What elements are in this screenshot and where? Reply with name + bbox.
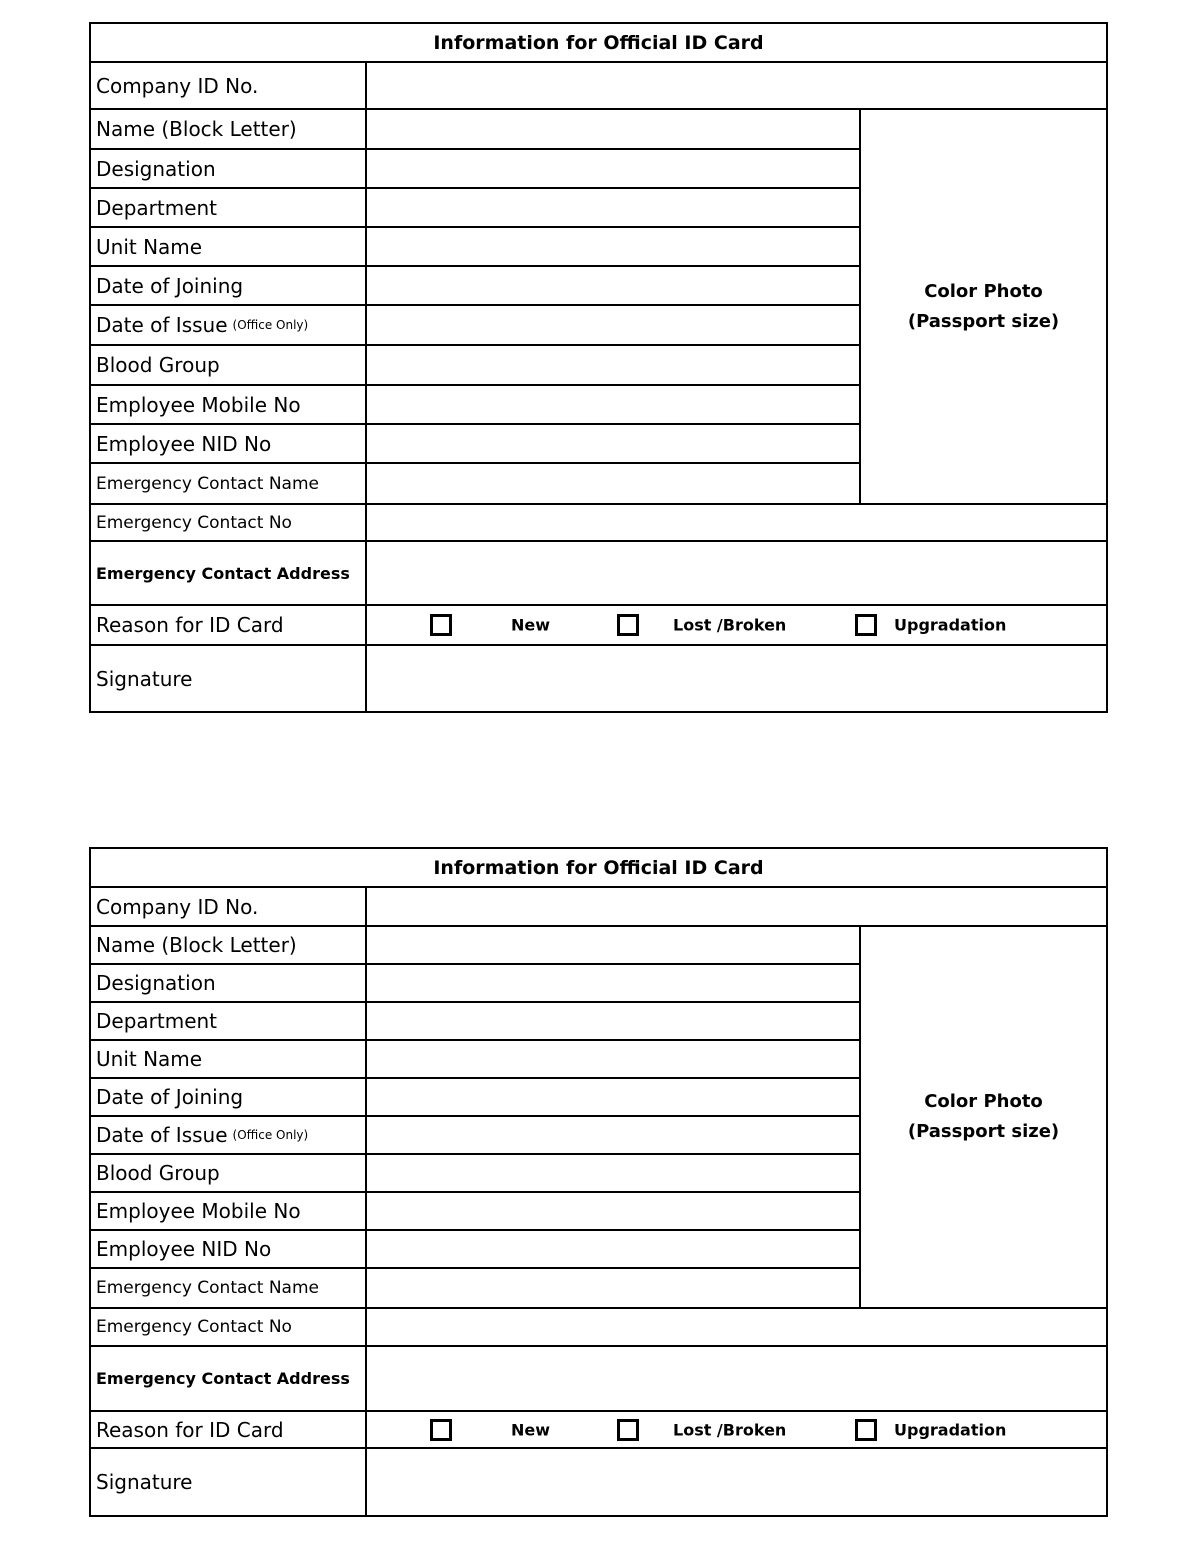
mobile-row [91,386,859,425]
lost-broken-option-label: Lost /Broken [673,615,787,635]
unit-name-row [91,1041,859,1079]
id-card-form [89,22,1108,713]
unit-name-label: Unit Name [91,228,367,265]
date-of-issue-row [91,1117,859,1155]
date-of-issue-field[interactable] [367,306,859,344]
blood-group-row [91,1155,859,1193]
emergency-no-field[interactable] [367,1309,1106,1345]
reason-label: Reason for ID Card [91,606,367,644]
designation-row [91,965,859,1003]
company-id-field[interactable] [367,888,1106,925]
emergency-no-field[interactable] [367,505,1106,540]
date-of-issue-row [91,306,859,346]
department-field[interactable] [367,189,859,226]
date-of-joining-row [91,1079,859,1117]
date-of-issue-label [91,306,367,344]
photo-box[interactable] [861,110,1106,503]
name-field[interactable] [367,927,859,963]
designation-field[interactable] [367,150,859,187]
department-row [91,189,859,228]
date-of-joining-field[interactable] [367,1079,859,1115]
office-only-note: (Office Only) [232,318,309,332]
lost-broken-checkbox[interactable] [617,1419,639,1441]
emergency-address-field[interactable] [367,542,1106,604]
designation-label: Designation [91,965,367,1001]
reason-row [91,1412,1106,1449]
upgradation-checkbox[interactable] [855,1419,877,1441]
blood-group-row [91,346,859,386]
date-of-issue-field[interactable] [367,1117,859,1153]
new-option-label: New [511,1420,551,1439]
company-id-row [91,888,1106,927]
company-id-label: Company ID No. [91,63,367,108]
date-of-joining-row [91,267,859,306]
blood-group-label: Blood Group [91,1155,367,1191]
upgradation-option-label: Upgradation [894,1420,1007,1439]
mobile-field[interactable] [367,386,859,423]
emergency-address-label: Emergency Contact Address [91,1347,367,1410]
upgradation-checkbox[interactable] [855,614,877,636]
mobile-label: Employee Mobile No [91,386,367,423]
nid-row [91,1231,859,1269]
personal-info-block [91,927,1106,1309]
date-of-joining-label: Date of Joining [91,1079,367,1115]
mobile-row [91,1193,859,1231]
personal-info-fields [91,927,861,1307]
emergency-address-field[interactable] [367,1347,1106,1410]
nid-field[interactable] [367,1231,859,1267]
mobile-label: Employee Mobile No [91,1193,367,1229]
department-label: Department [91,189,367,226]
photo-label-line2: (Passport size) [907,310,1060,332]
reason-options [367,606,1106,644]
signature-row [91,646,1106,711]
unit-name-label: Unit Name [91,1041,367,1077]
form-title: Information for Official ID Card [91,849,1106,888]
designation-row [91,150,859,189]
blood-group-field[interactable] [367,1155,859,1191]
mobile-field[interactable] [367,1193,859,1229]
unit-name-field[interactable] [367,228,859,265]
nid-label: Employee NID No [91,1231,367,1267]
id-card-form [89,847,1108,1517]
signature-label: Signature [91,646,367,711]
nid-row [91,425,859,464]
emergency-name-label: Emergency Contact Name [91,464,367,503]
signature-row [91,1449,1106,1515]
emergency-address-row [91,1347,1106,1412]
department-field[interactable] [367,1003,859,1039]
name-label: Name (Block Letter) [91,110,367,148]
nid-field[interactable] [367,425,859,462]
blood-group-field[interactable] [367,346,859,384]
date-of-joining-label: Date of Joining [91,267,367,304]
photo-label-line1: Color Photo [924,280,1043,302]
nid-label: Employee NID No [91,425,367,462]
designation-label: Designation [91,150,367,187]
photo-box[interactable] [861,927,1106,1307]
new-option-label: New [511,615,551,635]
emergency-no-label: Emergency Contact No [91,1309,367,1345]
reason-options [367,1412,1106,1447]
company-id-row [91,63,1106,110]
department-row [91,1003,859,1041]
emergency-name-label: Emergency Contact Name [91,1269,367,1307]
upgradation-option-label: Upgradation [894,615,1007,635]
name-row [91,110,859,150]
new-checkbox[interactable] [430,614,452,636]
reason-label: Reason for ID Card [91,1412,367,1447]
emergency-no-label: Emergency Contact No [91,505,367,540]
date-of-issue-label [91,1117,367,1153]
lost-broken-checkbox[interactable] [617,614,639,636]
date-of-joining-field[interactable] [367,267,859,304]
signature-field[interactable] [367,1449,1106,1515]
emergency-address-row [91,542,1106,606]
name-field[interactable] [367,110,859,148]
emergency-name-row [91,1269,859,1307]
name-row [91,927,859,965]
signature-label: Signature [91,1449,367,1515]
date-of-issue-text: Date of Issue [96,313,228,337]
emergency-no-row [91,1309,1106,1347]
date-of-issue-text: Date of Issue [96,1123,228,1147]
emergency-name-field[interactable] [367,1269,859,1307]
form-title: Information for Official ID Card [91,24,1106,63]
emergency-name-row [91,464,859,503]
emergency-name-field[interactable] [367,464,859,503]
photo-label-line2: (Passport size) [907,1121,1060,1142]
photo-label-line1: Color Photo [924,1091,1043,1112]
emergency-address-label: Emergency Contact Address [91,542,367,604]
designation-field[interactable] [367,965,859,1001]
unit-name-field[interactable] [367,1041,859,1077]
office-only-note: (Office Only) [232,1128,309,1142]
name-label: Name (Block Letter) [91,927,367,963]
reason-row [91,606,1106,646]
company-id-field[interactable] [367,63,1106,108]
blood-group-label: Blood Group [91,346,367,384]
department-label: Department [91,1003,367,1039]
new-checkbox[interactable] [430,1419,452,1441]
signature-field[interactable] [367,646,1106,711]
unit-name-row [91,228,859,267]
personal-info-fields [91,110,861,503]
company-id-label: Company ID No. [91,888,367,925]
lost-broken-option-label: Lost /Broken [673,1420,787,1439]
emergency-no-row [91,505,1106,542]
personal-info-block [91,110,1106,505]
